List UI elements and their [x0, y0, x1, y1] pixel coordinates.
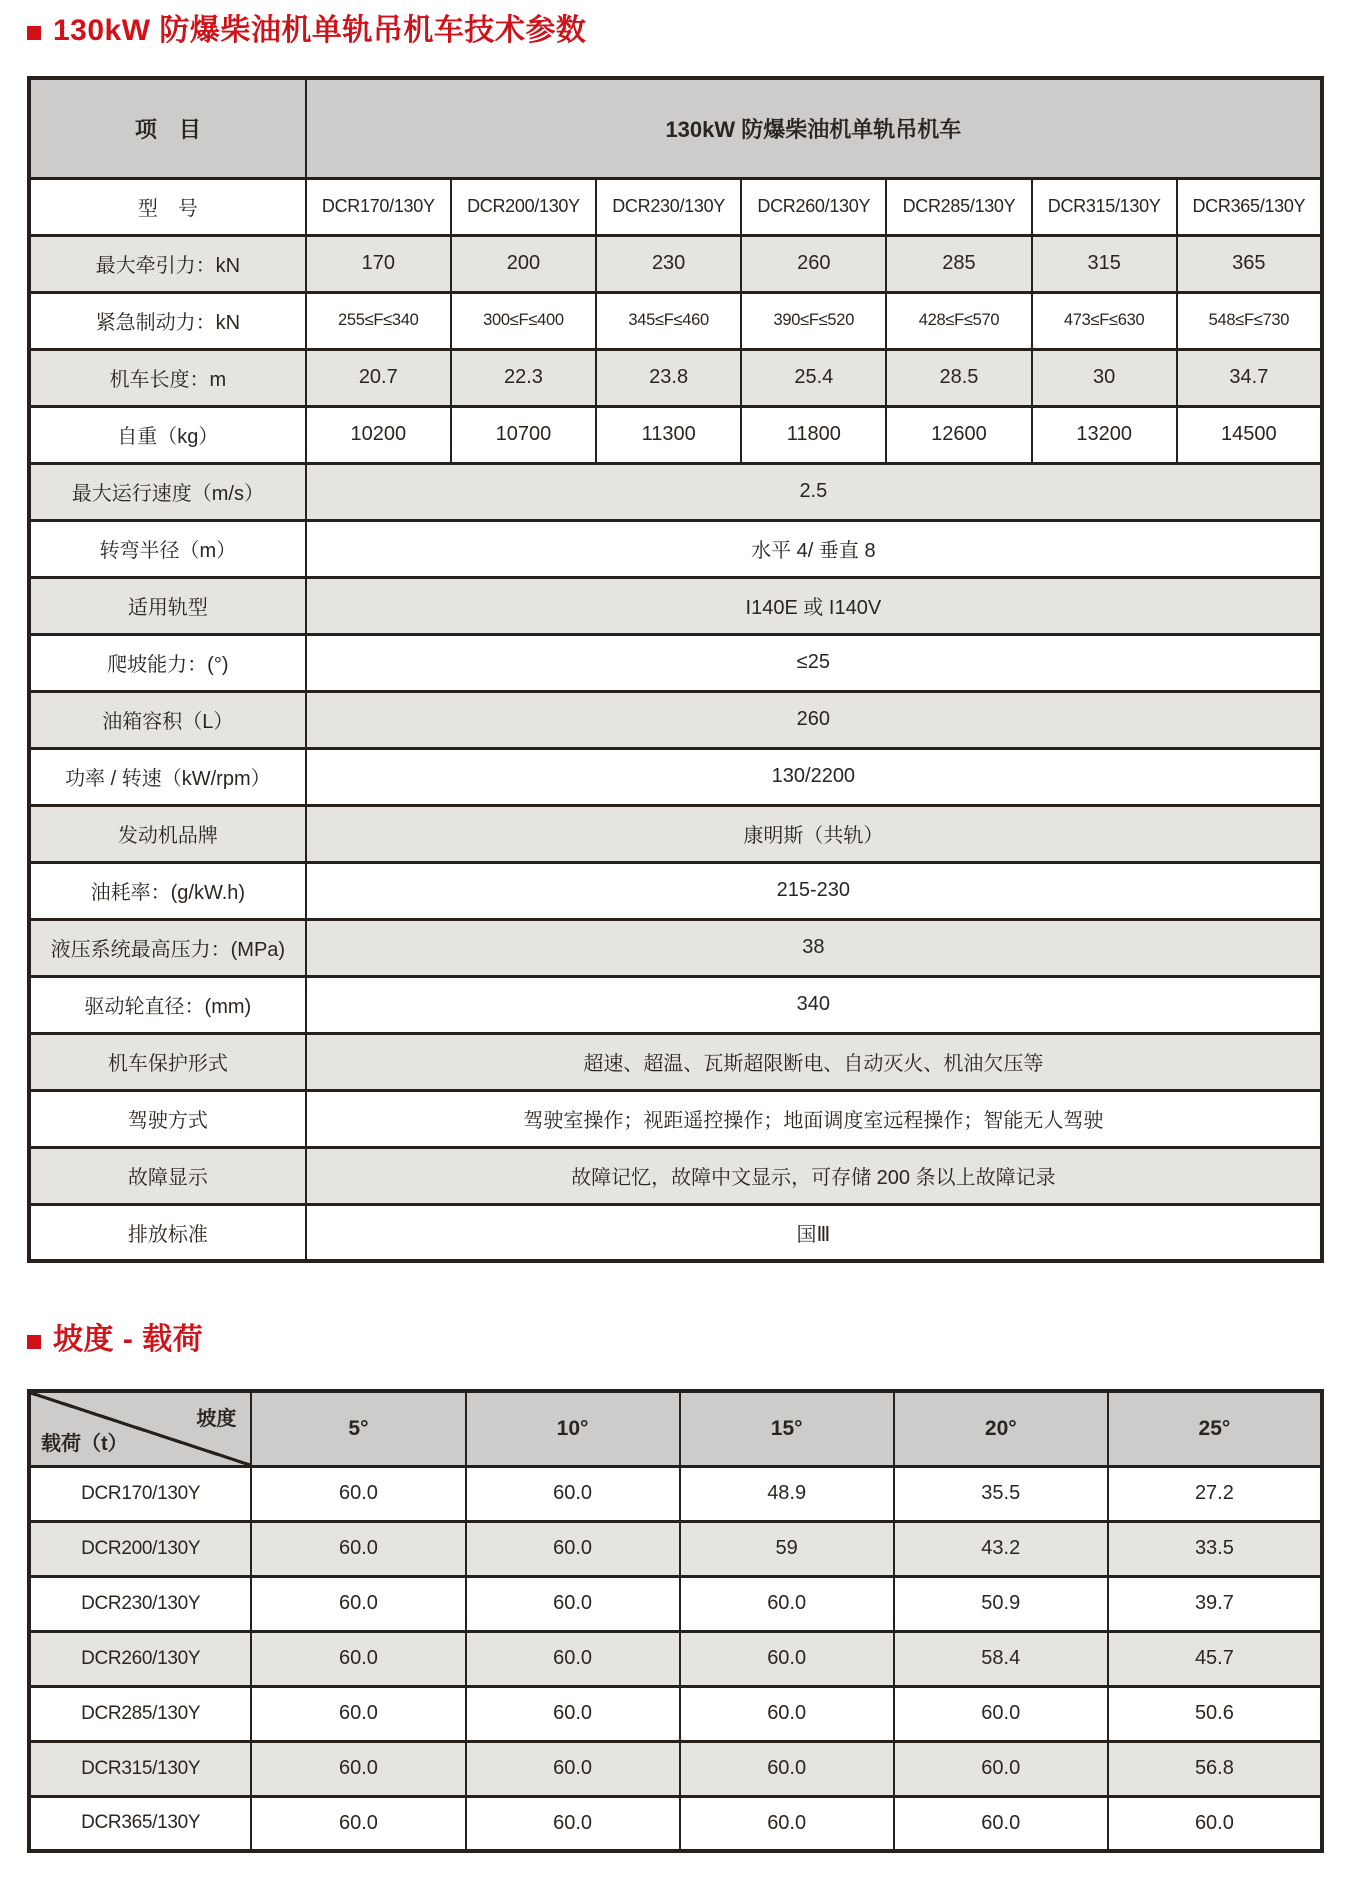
load-value-cell: 60.0 — [251, 1631, 465, 1686]
red-square-bullet-icon — [27, 1335, 41, 1349]
spec-value-cell: 255≤F≤340 — [306, 292, 451, 349]
load-value-cell: 50.6 — [1108, 1686, 1322, 1741]
spec-value-cell: 13200 — [1032, 406, 1177, 463]
spec-value-cell: 548≤F≤730 — [1177, 292, 1322, 349]
spec-row-label: 最大牵引力：kN — [29, 235, 306, 292]
load-table — [27, 1389, 1324, 1853]
load-value-cell: 48.9 — [680, 1466, 894, 1521]
spec-span-value-cell: 38 — [306, 919, 1322, 976]
spec-row-label: 自重（kg） — [29, 406, 306, 463]
spec-row — [29, 919, 1322, 976]
load-value-cell: 58.4 — [894, 1631, 1108, 1686]
spec-row — [29, 1204, 1322, 1261]
spec-span-value-cell: ≤25 — [306, 634, 1322, 691]
slope-column-header: 20° — [894, 1391, 1108, 1466]
load-value-cell: 60.0 — [466, 1631, 680, 1686]
spec-span-value-cell: 水平 4/ 垂直 8 — [306, 520, 1322, 577]
spec-row-label: 故障显示 — [29, 1147, 306, 1204]
section2-title-text: 坡度 - 载荷 — [53, 1323, 204, 1356]
spec-span-value-cell: 215-230 — [306, 862, 1322, 919]
spec-table — [27, 76, 1324, 1263]
spec-value-cell: 25.4 — [741, 349, 886, 406]
load-value-cell: 60.0 — [894, 1686, 1108, 1741]
spec-row — [29, 463, 1322, 520]
slope-column-header: 15° — [680, 1391, 894, 1466]
load-corner-cell — [29, 1391, 251, 1466]
load-value-cell: 60.0 — [466, 1466, 680, 1521]
slope-column-header: 25° — [1108, 1391, 1322, 1466]
load-corner-label: 载荷（t） — [41, 1432, 128, 1455]
load-row — [29, 1576, 1322, 1631]
load-value-cell: 60.0 — [466, 1686, 680, 1741]
spec-span-value-cell: 故障记忆，故障中文显示，可存储 200 条以上故障记录 — [306, 1147, 1322, 1204]
spec-value-cell: 10700 — [451, 406, 596, 463]
load-value-cell: 59 — [680, 1521, 894, 1576]
spec-table-body — [29, 78, 1322, 1261]
load-value-cell: 60.0 — [894, 1796, 1108, 1851]
spec-value-cell: 230 — [596, 235, 741, 292]
load-value-cell: 60.0 — [680, 1686, 894, 1741]
spec-row — [29, 406, 1322, 463]
spec-row — [29, 862, 1322, 919]
spec-span-value-cell: I140E 或 I140V — [306, 577, 1322, 634]
spec-value-cell: 11300 — [596, 406, 741, 463]
load-row — [29, 1686, 1322, 1741]
load-value-cell: 60.0 — [680, 1631, 894, 1686]
spec-value-cell: 170 — [306, 235, 451, 292]
spec-value-cell: 260 — [741, 235, 886, 292]
spec-value-cell: 23.8 — [596, 349, 741, 406]
spec-value-cell: 20.7 — [306, 349, 451, 406]
spec-row-label: 油耗率：(g/kW.h) — [29, 862, 306, 919]
spec-value-cell: DCR285/130Y — [886, 178, 1031, 235]
spec-row — [29, 976, 1322, 1033]
spec-row-label: 功率 / 转速（kW/rpm） — [29, 748, 306, 805]
spec-span-value-cell: 超速、超温、瓦斯超限断电、自动灭火、机油欠压等 — [306, 1033, 1322, 1090]
load-row — [29, 1466, 1322, 1521]
red-square-bullet-icon — [27, 26, 41, 40]
load-row-model: DCR285/130Y — [29, 1686, 251, 1741]
spec-span-value-cell: 国Ⅲ — [306, 1204, 1322, 1261]
load-value-cell: 60.0 — [466, 1741, 680, 1796]
spec-row-label: 转弯半径（m） — [29, 520, 306, 577]
spec-group-header-cell: 130kW 防爆柴油机单轨吊机车 — [306, 78, 1322, 178]
spec-row — [29, 292, 1322, 349]
spec-value-cell: 28.5 — [886, 349, 1031, 406]
spec-value-cell: 428≤F≤570 — [886, 292, 1031, 349]
slope-corner-label: 坡度 — [196, 1408, 237, 1430]
spec-row — [29, 1090, 1322, 1147]
spec-value-cell: 34.7 — [1177, 349, 1322, 406]
spec-value-cell: 30 — [1032, 349, 1177, 406]
spec-row-label: 排放标准 — [29, 1204, 306, 1261]
load-value-cell: 43.2 — [894, 1521, 1108, 1576]
load-row — [29, 1796, 1322, 1851]
load-row-model: DCR365/130Y — [29, 1796, 251, 1851]
spec-row-label: 驾驶方式 — [29, 1090, 306, 1147]
spec-row-label: 油箱容积（L） — [29, 691, 306, 748]
load-value-cell: 35.5 — [894, 1466, 1108, 1521]
spec-value-cell: 390≤F≤520 — [741, 292, 886, 349]
spec-row-label: 发动机品牌 — [29, 805, 306, 862]
spec-row — [29, 520, 1322, 577]
section1-title — [27, 10, 1324, 52]
spec-header-row — [29, 78, 1322, 178]
section1-title-text: 130kW 防爆柴油机单轨吊机车技术参数 — [53, 14, 587, 47]
spec-row-label: 机车保护形式 — [29, 1033, 306, 1090]
load-value-cell: 60.0 — [466, 1521, 680, 1576]
spec-value-cell: 300≤F≤400 — [451, 292, 596, 349]
load-value-cell: 60.0 — [894, 1741, 1108, 1796]
load-row — [29, 1741, 1322, 1796]
load-row — [29, 1631, 1322, 1686]
load-value-cell: 60.0 — [680, 1741, 894, 1796]
spec-value-cell: DCR365/130Y — [1177, 178, 1322, 235]
load-value-cell: 60.0 — [251, 1741, 465, 1796]
spec-row-label: 液压系统最高压力：(MPa) — [29, 919, 306, 976]
slope-column-header: 5° — [251, 1391, 465, 1466]
spec-row — [29, 634, 1322, 691]
load-row-model: DCR170/130Y — [29, 1466, 251, 1521]
load-table-body — [29, 1391, 1322, 1851]
spec-value-cell: 365 — [1177, 235, 1322, 292]
section2-title — [27, 1319, 1324, 1361]
spec-value-cell: 315 — [1032, 235, 1177, 292]
spec-row-label: 型 号 — [29, 178, 306, 235]
load-value-cell: 45.7 — [1108, 1631, 1322, 1686]
spec-span-value-cell: 2.5 — [306, 463, 1322, 520]
load-header-row — [29, 1391, 1322, 1466]
load-value-cell: 60.0 — [466, 1796, 680, 1851]
spec-value-cell: 10200 — [306, 406, 451, 463]
load-value-cell: 60.0 — [251, 1796, 465, 1851]
load-value-cell: 27.2 — [1108, 1466, 1322, 1521]
spec-value-cell: 14500 — [1177, 406, 1322, 463]
load-row-model: DCR200/130Y — [29, 1521, 251, 1576]
load-value-cell: 33.5 — [1108, 1521, 1322, 1576]
spec-value-cell: DCR230/130Y — [596, 178, 741, 235]
spec-value-cell: DCR260/130Y — [741, 178, 886, 235]
spec-row — [29, 178, 1322, 235]
spec-value-cell: 473≤F≤630 — [1032, 292, 1177, 349]
spec-value-cell: DCR170/130Y — [306, 178, 451, 235]
load-value-cell: 60.0 — [251, 1686, 465, 1741]
load-value-cell: 60.0 — [251, 1521, 465, 1576]
spec-row — [29, 577, 1322, 634]
spec-span-value-cell: 340 — [306, 976, 1322, 1033]
spec-value-cell: DCR315/130Y — [1032, 178, 1177, 235]
load-value-cell: 60.0 — [680, 1796, 894, 1851]
spec-row-label: 爬坡能力：(°) — [29, 634, 306, 691]
load-value-cell: 39.7 — [1108, 1576, 1322, 1631]
spec-value-cell: 12600 — [886, 406, 1031, 463]
spec-row-label: 最大运行速度（m/s） — [29, 463, 306, 520]
load-value-cell: 56.8 — [1108, 1741, 1322, 1796]
spec-row — [29, 349, 1322, 406]
load-value-cell: 60.0 — [251, 1576, 465, 1631]
load-row-model: DCR230/130Y — [29, 1576, 251, 1631]
spec-span-value-cell: 130/2200 — [306, 748, 1322, 805]
spec-value-cell: 345≤F≤460 — [596, 292, 741, 349]
spec-row-label: 驱动轮直径：(mm) — [29, 976, 306, 1033]
load-value-cell: 60.0 — [1108, 1796, 1322, 1851]
spec-row-label: 紧急制动力：kN — [29, 292, 306, 349]
spec-value-cell: 22.3 — [451, 349, 596, 406]
load-value-cell: 50.9 — [894, 1576, 1108, 1631]
spec-value-cell: DCR200/130Y — [451, 178, 596, 235]
load-row-model: DCR315/130Y — [29, 1741, 251, 1796]
spec-row — [29, 1147, 1322, 1204]
load-value-cell: 60.0 — [466, 1576, 680, 1631]
spec-row — [29, 235, 1322, 292]
spec-row-label: 机车长度：m — [29, 349, 306, 406]
spec-corner-cell: 项 目 — [29, 78, 306, 178]
spec-value-cell: 11800 — [741, 406, 886, 463]
spec-value-cell: 200 — [451, 235, 596, 292]
load-row — [29, 1521, 1322, 1576]
load-value-cell: 60.0 — [251, 1466, 465, 1521]
spec-row — [29, 691, 1322, 748]
spec-span-value-cell: 260 — [306, 691, 1322, 748]
spec-row — [29, 1033, 1322, 1090]
slope-column-header: 10° — [466, 1391, 680, 1466]
spec-span-value-cell: 驾驶室操作；视距遥控操作；地面调度室远程操作；智能无人驾驶 — [306, 1090, 1322, 1147]
spec-row — [29, 748, 1322, 805]
spec-value-cell: 285 — [886, 235, 1031, 292]
spec-row — [29, 805, 1322, 862]
load-row-model: DCR260/130Y — [29, 1631, 251, 1686]
load-value-cell: 60.0 — [680, 1576, 894, 1631]
spec-span-value-cell: 康明斯（共轨） — [306, 805, 1322, 862]
spec-row-label: 适用轨型 — [29, 577, 306, 634]
